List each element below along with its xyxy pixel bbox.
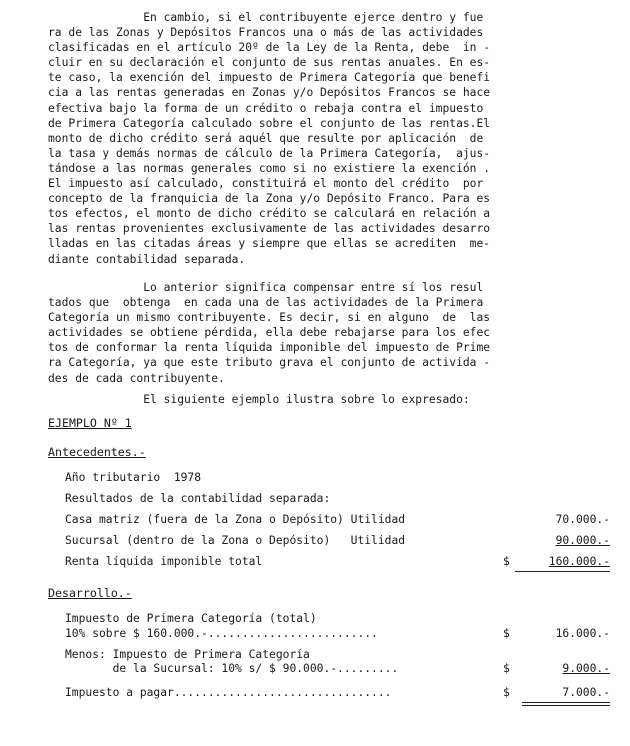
paragraph1-line: lladas en las citadas áreas y siempre que ellas se acrediten me- xyxy=(48,237,491,251)
paragraph1-line: tándose a las normas generales como si no existiere la exención . xyxy=(48,161,491,175)
year-line: Año tributario 1978 xyxy=(65,471,202,484)
paragraph1-line: de Primera Categoría calculado sobre el conjunto de las rentas.El xyxy=(48,116,491,130)
paragraph1-line: concepto de la franquicia de la Zona y/o Depósito Franco. Para es xyxy=(48,192,491,206)
desarrollo-title: Desarrollo.- xyxy=(48,586,132,600)
pay-amount: 7.000.- xyxy=(562,686,610,699)
paragraph2-line: Lo anterior significa compensar entre sí los resul xyxy=(48,281,484,294)
paragraph1-line: monto de dicho crédito será aquél que resulte por aplicación de xyxy=(48,131,484,145)
paragraph1-line: la tasa y demás normas de cálculo de la Primera Categoría, ajus- xyxy=(48,146,491,160)
renta-total-amount: 160.000.- xyxy=(548,555,610,568)
pay-rule-1 xyxy=(522,702,610,703)
paragraph1-line: cia a las rentas generadas en Zonas y/o Depósitos Francos se hace xyxy=(48,86,491,100)
paragraph1-line: las rentas provenientes exclusivamente de las actividades desarro xyxy=(48,222,491,236)
sucursal-amount: 90.000.- xyxy=(555,534,610,547)
renta-total-currency: $ xyxy=(503,555,510,568)
paragraph2-line: ra Categoría, ya que este tributo grava el conjunto de activida - xyxy=(48,356,491,370)
intro-line: El siguiente ejemplo ilustra sobre lo expresado: xyxy=(48,393,470,406)
paragraph1-line: diante contabilidad separada. xyxy=(48,252,246,266)
less-line-1: Menos: Impuesto de Primera Categoría xyxy=(65,648,310,661)
renta-total-rule xyxy=(515,571,610,572)
tax-currency: $ xyxy=(503,627,510,640)
casa-matriz-row: Casa matriz (fuera de la Zona o Depósito) Utilidad xyxy=(65,513,406,526)
paragraph2-line: Categoría un mismo contribuyente. Es decir, si en alguno de las xyxy=(48,311,491,325)
results-line: Resultados de la contabilidad separada: xyxy=(65,492,331,505)
renta-total-row: Renta líquida imponible total xyxy=(65,555,263,568)
sucursal-row: Sucursal (dentro de la Zona o Depósito) Utilidad xyxy=(65,534,406,547)
antecedentes-title: Antecedentes.- xyxy=(48,445,146,459)
paragraph1-line: cluir en su declaración el conjunto de sus rentas anuales. En es- xyxy=(48,56,491,70)
paragraph-compensacion xyxy=(48,280,608,386)
paragraph1-line: El impuesto así calculado, constituirá el monto del crédito por xyxy=(48,177,484,191)
paragraph1-line: En cambio, si el contribuyente ejerce dentro y fue xyxy=(48,11,484,24)
less-amount: 9.000.- xyxy=(562,662,610,675)
paragraph2-line: tos de conformar la renta líquida imponible del impuesto de Prime xyxy=(48,341,491,355)
pay-rule-2 xyxy=(522,705,610,706)
example-title: EJEMPLO Nº 1 xyxy=(48,416,132,430)
paragraph1-line: tos efectos, el monto de dicho crédito se calculará en relación a xyxy=(48,207,491,221)
tax-line-2: 10% sobre $ 160.000.-......................... xyxy=(65,627,378,640)
less-currency: $ xyxy=(503,662,510,675)
pay-line: Impuesto a pagar................................ xyxy=(65,686,392,699)
paragraph1-line: te caso, la exención del impuesto de Primera Categoría que benefi xyxy=(48,71,491,85)
casa-matriz-amount: 70.000.- xyxy=(555,513,610,526)
paragraph2-line: tados que obtenga en cada una de las actividades de la Primera xyxy=(48,296,484,310)
pay-currency: $ xyxy=(503,686,510,699)
tax-amount: 16.000.- xyxy=(555,627,610,640)
paragraph1-line: clasificadas en el artículo 20º de la Ley de la Renta, debe in - xyxy=(48,41,491,55)
less-line-2: de la Sucursal: 10% s/ $ 90.000.-......... xyxy=(65,662,399,675)
paragraph2-line: des de cada contribuyente. xyxy=(48,371,225,385)
tax-line-1: Impuesto de Primera Categoría (total) xyxy=(65,612,317,625)
paragraph2-line: actividades se obtiene pérdida, ella debe rebajarse para los efec xyxy=(48,326,491,340)
paragraph1-line: efectiva bajo la forma de un crédito o rebaja contra el impuesto xyxy=(48,101,484,115)
paragraph-exencion xyxy=(48,10,608,267)
paragraph1-line: ra de las Zonas y Depósitos Francos una o más de las actividades xyxy=(48,26,484,40)
